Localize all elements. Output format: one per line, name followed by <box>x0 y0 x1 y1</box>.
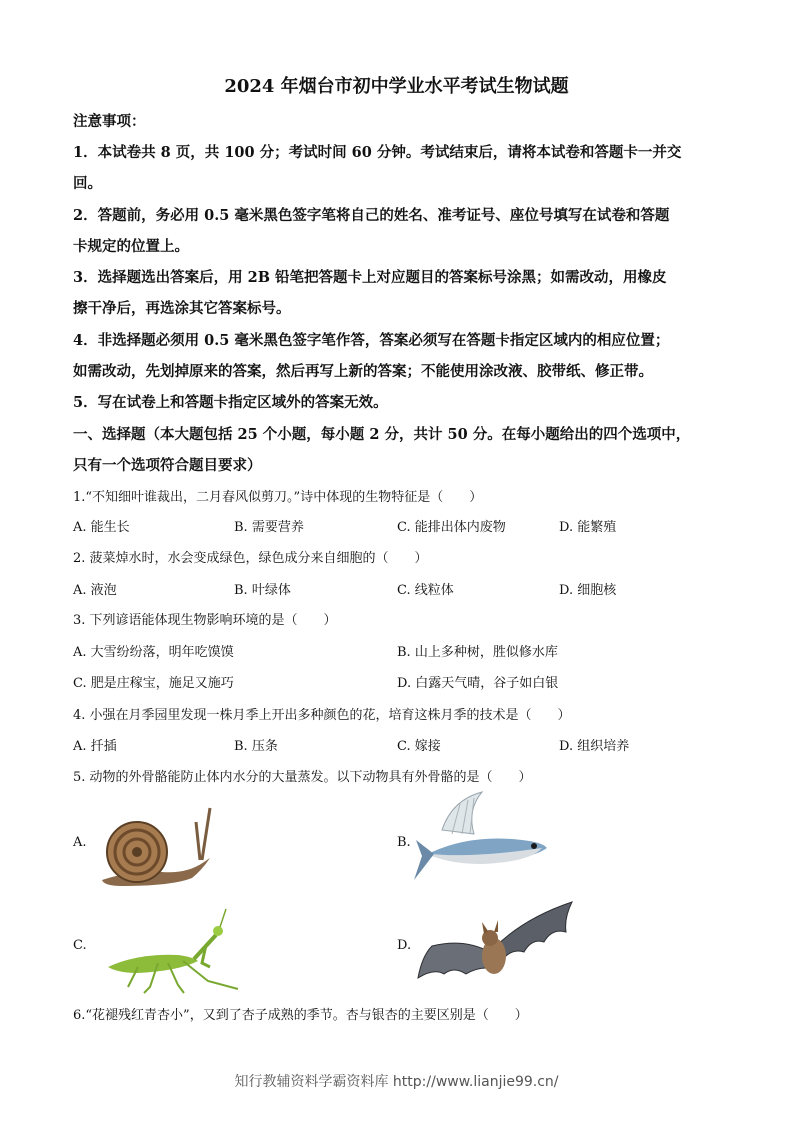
section-heading: 一、选择题（本大题包括 25 个小题，每小题 2 分，共计 50 分。在每小题给出的四个选项中， <box>73 426 691 443</box>
option-c: C. 线粒体 <box>397 583 454 598</box>
snail-image <box>92 800 217 890</box>
option-d: D. <box>397 938 412 953</box>
notice-line: 回。 <box>73 175 102 192</box>
notice-heading: 注意事项： <box>73 113 146 130</box>
option-d: D. 能繁殖 <box>559 520 617 535</box>
question-1: 1.“不知细叶谁裁出，二月春风似剪刀。”诗中体现的生物特征是（ ） <box>73 490 483 505</box>
option-c: C. 嫁接 <box>397 739 441 754</box>
option-c: C. 肥是庄稼宝，施足又施巧 <box>73 676 234 691</box>
option-a: A. 大雪纷纷落，明年吃馍馍 <box>73 645 234 660</box>
page-title: 2024 年烟台市初中学业水平考试生物试题 <box>224 76 569 97</box>
option-b: B. 压条 <box>234 739 278 754</box>
notice-line: 3．选择题选出答案后，用 2B 铅笔把答题卡上对应题目的答案标号涂黑；如需改动，用橡皮 <box>73 269 667 286</box>
notice-line: 1．本试卷共 8 页，共 100 分；考试时间 60 分钟。考试结束后，请将本试卷和答题卡一并交 <box>73 144 682 161</box>
option-c: C. <box>73 938 87 953</box>
option-b: B. 需要营养 <box>234 520 304 535</box>
option-a: A. 扦插 <box>73 739 117 754</box>
footer-watermark: 知行教辅资料学霸资料库 http://www.lianjie99.cn/ <box>234 1074 559 1090</box>
flying-fish-image <box>412 790 552 895</box>
notice-line: 4．非选择题必须用 0.5 毫米黑色签字笔作答，答案必须写在答题卡指定区域内的相应位置； <box>73 332 670 349</box>
option-b: B. <box>397 835 411 850</box>
question-3: 3. 下列谚语能体现生物影响环境的是（ ） <box>73 613 337 628</box>
option-d: D. 细胞核 <box>559 583 617 598</box>
option-d: D. 组织培养 <box>559 739 630 754</box>
option-c: C. 能排出体内废物 <box>397 520 506 535</box>
mantis-image <box>98 905 246 995</box>
option-a: A. 液泡 <box>73 583 117 598</box>
option-a: A. <box>73 835 87 850</box>
option-a: A. 能生长 <box>73 520 130 535</box>
notice-line: 如需改动，先划掉原来的答案，然后再写上新的答案；不能使用涂改液、胶带纸、修正带。 <box>73 363 653 380</box>
bat-image <box>414 898 576 990</box>
notice-line: 卡规定的位置上。 <box>73 238 189 255</box>
section-heading: 只有一个选项符合题目要求） <box>73 457 262 474</box>
question-4: 4. 小强在月季园里发现一株月季上开出多种颜色的花，培育这株月季的技术是（ ） <box>73 708 571 723</box>
question-5: 5. 动物的外骨骼能防止体内水分的大量蒸发。以下动物具有外骨骼的是（ ） <box>73 770 532 785</box>
notice-line: 2．答题前，务必用 0.5 毫米黑色签字笔将自己的姓名、准考证号、座位号填写在试卷和答题 <box>73 207 670 224</box>
option-b: B. 山上多种树，胜似修水库 <box>397 645 558 660</box>
option-b: B. 叶绿体 <box>234 583 291 598</box>
notice-line: 擦干净后，再选涂其它答案标号。 <box>73 300 291 317</box>
option-d: D. 白露天气晴，谷子如白银 <box>397 676 559 691</box>
question-6: 6.“花褪残红青杏小”，又到了杏子成熟的季节。杏与银杏的主要区别是（ ） <box>73 1008 528 1023</box>
notice-line: 5．写在试卷上和答题卡指定区域外的答案无效。 <box>73 394 388 411</box>
question-2: 2. 菠菜焯水时，水会变成绿色，绿色成分来自细胞的（ ） <box>73 551 428 566</box>
